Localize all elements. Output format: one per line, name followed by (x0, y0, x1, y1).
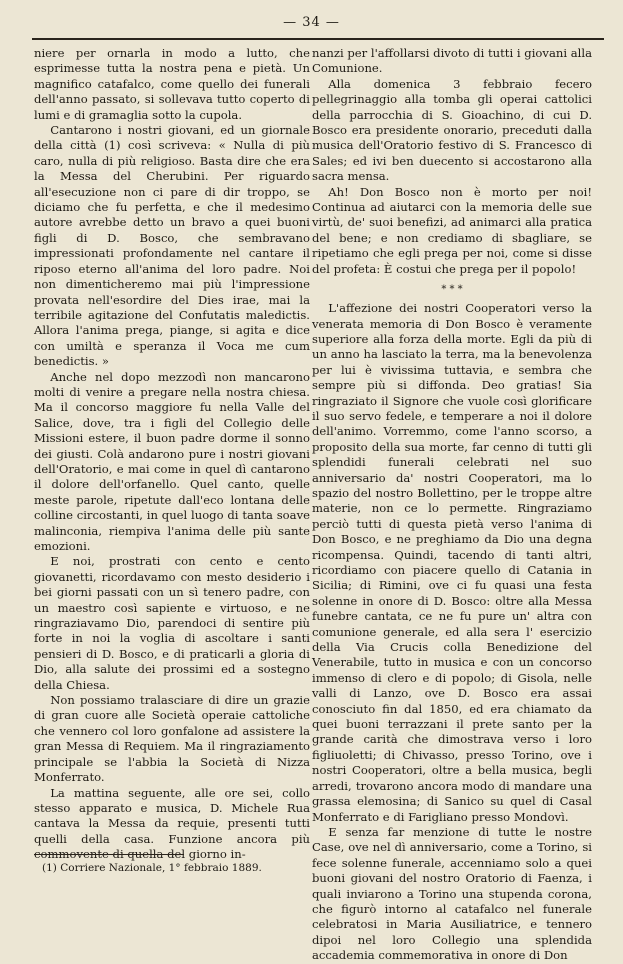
paragraph: nanzi per l'affollarsi divoto di tutti i giovani alla Comunione. (312, 46, 592, 76)
footnote: (1) Corriere Nazionale, 1° febbraio 1889. (42, 862, 262, 874)
paragraph: Cantarono i nostri giovani, ed un giornale della città (1) così scriveva: « Nulla di più caro, nulla di più religioso. Basta dire che era la Messa del Cherubini. Per riguardo all'esecuzione non ci pare di dir troppo, se diciamo che fu perfetta, e che il medesimo autore avrebbe detto un bravo a quei buoni figli di D. Bosco, che sembravano impressionati profondamente nel cantare il riposo eterno all'anima del loro padre. Noi non dimenticheremo mai più l'impressione provata nell'esordire del Dies irae, mai la terribile agitazione del Confutatis maledictis. Allora l'anima prega, piange, si agita e dice con umiltà e speranza il Voca me cum benedictis. » (34, 123, 310, 369)
paragraph: niere per ornarla in modo a lutto, che esprimesse tutta la nostra pena e pietà. Un magnifico catafalco, come quello dei funerali dell'anno passato, si sollevava tutto coperto di lumi e di gramaglia sotto la cupola. (34, 46, 310, 122)
paragraph: E noi, prostrati con cento e cento giovanetti, ricordavamo con mesto desiderio i bei giorni passati con un sì tenero padre, con un maestro così sapiente e virtuoso, e ne ringraziavamo Dio, parendoci di sentire più forte in noi la voglia di ascoltare i santi pensieri di D. Bosco, e di praticarli a gloria di Dio, alla salute dei prossimi ed a sostegno della Chiesa. (34, 554, 310, 692)
paragraph: Anche nel dopo mezzodì non mancarono molti di venire a pregare nella nostra chiesa. Ma il concorso maggiore fu nella Valle del Salice, dove, tra i figli del Collegio delle Missioni estere, il buon padre dorme il sonno dei giusti. Colà andarono pure i nostri giovani dell'Oratorio, e mai come in quel dì cantarono il dolore dell'orfanello. Quel canto, quelle meste parole, ripetute dall'eco lontana delle colline circostanti, in quel luogo di tanta soave malinconia, riempiva l'anima delle più sante emozioni. (34, 369, 310, 553)
right-column (312, 46, 592, 964)
paragraph: Non possiamo tralasciare di dire un grazie di gran cuore alle Società operaie cattoliche che vennero col loro gonfalone ad assistere la gran Messa di Requiem. Ma il ringraziamento principale se l'abbia la Società di Nizza Monferrato. (34, 693, 310, 785)
paragraph: E senza far menzione di tutte le nostre Case, ove nel dì anniversario, come a Torino, si fece solenne funerale, accenniamo solo a quei buoni giovani del nostro Oratorio di Faenza, i quali inviarono a Torino una stupenda corona, che figurò intorno al catafalco nel funerale celebratosi in Maria Ausiliatrice, e tennero dipoi nel loro Collegio una splendida accademia commemorativa in onore di Don (312, 824, 592, 963)
paragraph: L'affezione dei nostri Cooperatori verso la venerata memoria di Don Bosco è veramente superiore alla forza della morte. Egli da più di un anno ha lasciato la terra, ma la benevolenza per lui è vivissima tuttavia, e sembra che sempre più si diffonda. Deo gratias! Sia ringraziato il Signore che vuole così glorificare il suo servo fedele, e temperare a noi il dolore dell'animo. Vorremmo, come l'anno scorso, a proposito della sua morte, far cenno di tutti gli splendidi funerali celebrati nel suo anniversario da' nostri Cooperatori, ma lo spazio del nostro Bollettino, per le troppe altre materie, non ce lo permette. Ringraziamo perciò tutti di questa pietà verso l'anima di Don Bosco, e ne preghiamo da Dio una degna ricompensa. Quindi, tacendo di tanti altri, ricordiamo con piacere quello di Catania in Sicilia; di Rimini, ove ci fu quasi una festa solenne in onore di D. Bosco: oltre alla Messa funebre cantata, ce ne fu pure un' altra con comunione generale, ed alla sera l' esercizio della Via Crucis colla Benedizione del Venerabile, tutto in musica e con un concorso immenso di clero e di popolo; di Gisola, nelle valli di Lanzo, ove D. Bosco era assai conosciuto fin dal 1850, ed era chiamato da quei buoni terrazzani il prete santo per la grande carità che dimostrava verso i loro figliuoletti; di Chivasso, presso Torino, ove i nostri Cooperatori, oltre a bella musica, begli arredi, trovarono ancora modo di mandare una grassa elemosina; di Sanico su quel di Casal Monferrato e di Farigliano presso Mondovì. (312, 301, 592, 824)
footnote-rule (34, 854, 184, 855)
asterism-separator: * * * (441, 284, 463, 296)
header-rule (32, 38, 604, 40)
paragraph: La mattina seguente, alle ore sei, collo stesso apparato e musica, D. Michele Rua cantava la Messa da requie, presenti tutti quelli della casa. Funzione ancora più commovente di quella del giorno in- (34, 785, 310, 862)
page-number: — 34 — (283, 15, 340, 30)
paragraph: Alla domenica 3 febbraio fecero pellegrinaggio alla tomba gli operai cattolici della parrocchia di S. Gioachino, di cui D. Bosco era presidente onorario, preceduti dalla musica dell'Oratorio festivo di S. Francesco di Sales; ed ivi ben duecento si accostarono alla sacra mensa. (312, 76, 592, 184)
left-column (34, 46, 310, 863)
paragraph: Ah! Don Bosco non è morto per noi! Continua ad aiutarci con la memoria delle sue virtù, de' suoi benefizi, ad animarci alla pratica del bene; e non crediamo di sbagliare, se ripetiamo che egli prega per noi, come si disse del profeta: È costui che prega per il popolo! (312, 184, 592, 276)
